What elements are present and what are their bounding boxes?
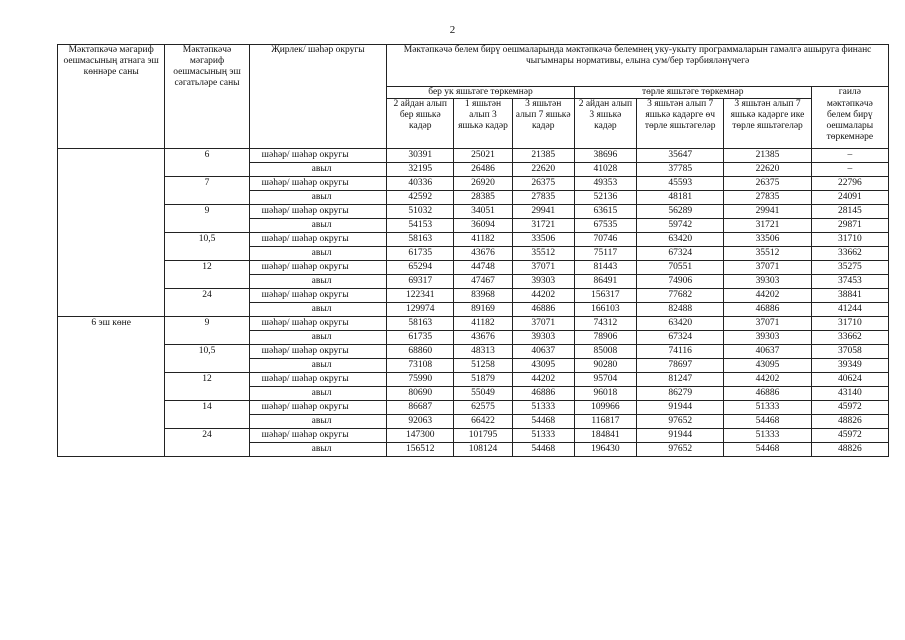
hours-cell: 10,5 xyxy=(165,233,249,261)
area-label-village: авыл xyxy=(249,415,386,429)
value-cell: 91944 xyxy=(637,401,724,415)
hours-cell: 24 xyxy=(165,289,249,317)
value-cell: 39303 xyxy=(512,331,574,345)
value-cell: 37058 xyxy=(811,345,888,359)
value-cell: 67324 xyxy=(637,247,724,261)
value-cell: 35512 xyxy=(512,247,574,261)
value-cell: 59742 xyxy=(637,219,724,233)
value-cell: 26486 xyxy=(454,163,512,177)
value-cell: 31721 xyxy=(724,219,811,233)
value-cell: 44202 xyxy=(724,373,811,387)
value-cell: 62575 xyxy=(454,401,512,415)
value-cell: 109966 xyxy=(574,401,636,415)
value-cell: 40637 xyxy=(512,345,574,359)
value-cell: 37071 xyxy=(724,317,811,331)
value-cell: 46886 xyxy=(724,387,811,401)
hours-cell: 9 xyxy=(165,205,249,233)
value-cell: 22620 xyxy=(724,163,811,177)
value-cell: 66422 xyxy=(454,415,512,429)
table-row xyxy=(58,373,889,387)
value-cell: 96018 xyxy=(574,387,636,401)
header-sub-6: 3 яшьтән алып 7 яшькә кадәрге ике төрле яшьтәгеләр xyxy=(724,99,811,149)
area-label-city: шәһәр/ шәһәр округы xyxy=(249,261,386,275)
value-cell: 147300 xyxy=(387,429,454,443)
area-label-city: шәһәр/ шәһәр округы xyxy=(249,373,386,387)
value-cell: 51333 xyxy=(724,429,811,443)
area-label-city: шәһәр/ шәһәр округы xyxy=(249,177,386,191)
value-cell: 45972 xyxy=(811,401,888,415)
area-label-city: шәһәр/ шәһәр округы xyxy=(249,401,386,415)
header-sub-7: мәктәпкәчә белем бирү оешмалары төркемнәре xyxy=(811,99,888,149)
value-cell: 90280 xyxy=(574,359,636,373)
value-cell: 68860 xyxy=(387,345,454,359)
value-cell: 26375 xyxy=(512,177,574,191)
area-label-village: авыл xyxy=(249,247,386,261)
value-cell: 51333 xyxy=(512,429,574,443)
value-cell: 39303 xyxy=(724,331,811,345)
value-cell: 28385 xyxy=(454,191,512,205)
area-label-city: шәһәр/ шәһәр округы xyxy=(249,289,386,303)
value-cell: 63615 xyxy=(574,205,636,219)
value-cell: 44202 xyxy=(512,373,574,387)
value-cell: 43676 xyxy=(454,331,512,345)
value-cell: 52136 xyxy=(574,191,636,205)
value-cell: 54468 xyxy=(724,415,811,429)
value-cell: 22796 xyxy=(811,177,888,191)
value-cell: 55049 xyxy=(454,387,512,401)
value-cell: 97652 xyxy=(637,443,724,457)
value-cell: 37453 xyxy=(811,275,888,289)
area-label-village: авыл xyxy=(249,275,386,289)
value-cell: 48313 xyxy=(454,345,512,359)
value-cell: 39303 xyxy=(724,275,811,289)
value-cell: 33506 xyxy=(512,233,574,247)
value-cell: 31710 xyxy=(811,233,888,247)
value-cell: 75990 xyxy=(387,373,454,387)
value-cell: 40624 xyxy=(811,373,888,387)
value-cell: 35647 xyxy=(637,149,724,163)
value-cell: 91944 xyxy=(637,429,724,443)
area-label-village: авыл xyxy=(249,219,386,233)
value-cell: 61735 xyxy=(387,331,454,345)
value-cell: 33662 xyxy=(811,247,888,261)
header-area: Җирлек/ шәһәр округы xyxy=(249,45,386,149)
hours-cell: 14 xyxy=(165,401,249,429)
value-cell: 81247 xyxy=(637,373,724,387)
value-cell: 32195 xyxy=(387,163,454,177)
area-label-city: шәһәр/ шәһәр округы xyxy=(249,149,386,163)
hours-cell: 12 xyxy=(165,261,249,289)
table-row xyxy=(58,261,889,275)
area-label-city: шәһәр/ шәһәр округы xyxy=(249,205,386,219)
value-cell: 29871 xyxy=(811,219,888,233)
header-sub-4: 2 айдан алып 3 яшькә кадәр xyxy=(574,99,636,149)
value-cell: 58163 xyxy=(387,233,454,247)
value-cell: 97652 xyxy=(637,415,724,429)
value-cell: 51333 xyxy=(512,401,574,415)
value-cell: 54153 xyxy=(387,219,454,233)
value-cell: 44202 xyxy=(724,289,811,303)
value-cell: 67535 xyxy=(574,219,636,233)
value-cell: 74312 xyxy=(574,317,636,331)
value-cell: 80690 xyxy=(387,387,454,401)
value-cell: 48826 xyxy=(811,415,888,429)
value-cell: 34051 xyxy=(454,205,512,219)
value-cell: 70551 xyxy=(637,261,724,275)
area-label-city: шәһәр/ шәһәр округы xyxy=(249,429,386,443)
header-sub-3: 3 яшьтән алып 7 яшькә кадәр xyxy=(512,99,574,149)
value-cell: 33506 xyxy=(724,233,811,247)
value-cell: 61735 xyxy=(387,247,454,261)
value-cell: 40637 xyxy=(724,345,811,359)
area-label-city: шәһәр/ шәһәр округы xyxy=(249,233,386,247)
value-cell: 54468 xyxy=(512,415,574,429)
value-cell: 86279 xyxy=(637,387,724,401)
value-cell: 95704 xyxy=(574,373,636,387)
value-cell: 156317 xyxy=(574,289,636,303)
value-cell: 54468 xyxy=(724,443,811,457)
value-cell: 46886 xyxy=(512,387,574,401)
value-cell: 184841 xyxy=(574,429,636,443)
value-cell: 49353 xyxy=(574,177,636,191)
value-cell: 108124 xyxy=(454,443,512,457)
value-cell: – xyxy=(811,163,888,177)
value-cell: 29941 xyxy=(724,205,811,219)
value-cell: 75117 xyxy=(574,247,636,261)
header-group-same-age: бер ук яшьтәге төркемнәр xyxy=(387,87,575,99)
hours-cell: 24 xyxy=(165,429,249,457)
header-sub-2: 1 яшьтән алып 3 яшькә кадәр xyxy=(454,99,512,149)
header-group-mixed-age: төрле яшьтәге төркемнәр xyxy=(574,87,811,99)
value-cell: 25021 xyxy=(454,149,512,163)
value-cell: 36094 xyxy=(454,219,512,233)
value-cell: 86491 xyxy=(574,275,636,289)
value-cell: 166103 xyxy=(574,303,636,317)
table-row xyxy=(58,177,889,191)
value-cell: 37071 xyxy=(724,261,811,275)
value-cell: 54468 xyxy=(512,443,574,457)
table-row xyxy=(58,317,889,331)
area-label-village: авыл xyxy=(249,443,386,457)
value-cell: 51032 xyxy=(387,205,454,219)
area-label-city: шәһәр/ шәһәр округы xyxy=(249,317,386,331)
table-row xyxy=(58,289,889,303)
value-cell: 45972 xyxy=(811,429,888,443)
value-cell: 35275 xyxy=(811,261,888,275)
value-cell: 58163 xyxy=(387,317,454,331)
value-cell: 21385 xyxy=(724,149,811,163)
hours-cell: 9 xyxy=(165,317,249,345)
value-cell: 78906 xyxy=(574,331,636,345)
value-cell: 73108 xyxy=(387,359,454,373)
value-cell: 22620 xyxy=(512,163,574,177)
value-cell: 196430 xyxy=(574,443,636,457)
hours-cell: 10,5 xyxy=(165,345,249,373)
value-cell: 24091 xyxy=(811,191,888,205)
value-cell: 28145 xyxy=(811,205,888,219)
value-cell: 122341 xyxy=(387,289,454,303)
area-label-village: авыл xyxy=(249,331,386,345)
value-cell: 31710 xyxy=(811,317,888,331)
page-number: 2 xyxy=(449,24,456,36)
value-cell: 39303 xyxy=(512,275,574,289)
value-cell: 41244 xyxy=(811,303,888,317)
value-cell: 27835 xyxy=(512,191,574,205)
value-cell: 74906 xyxy=(637,275,724,289)
value-cell: 46886 xyxy=(724,303,811,317)
value-cell: 45593 xyxy=(637,177,724,191)
table-row xyxy=(58,149,889,163)
table-row xyxy=(58,401,889,415)
value-cell: 116817 xyxy=(574,415,636,429)
value-cell: 21385 xyxy=(512,149,574,163)
value-cell: 37071 xyxy=(512,317,574,331)
value-cell: 47467 xyxy=(454,275,512,289)
value-cell: 51879 xyxy=(454,373,512,387)
hours-cell: 12 xyxy=(165,373,249,401)
header-hours: Мәктәпкәчә мәгариф оешмасының эш сәгатьләре саны xyxy=(165,45,249,149)
header-days: Мәктәпкәчә мәгариф оешмасының атнага эш көннәре саны xyxy=(58,45,165,149)
value-cell: 27835 xyxy=(724,191,811,205)
value-cell: 81443 xyxy=(574,261,636,275)
value-cell: 56289 xyxy=(637,205,724,219)
value-cell: 83968 xyxy=(454,289,512,303)
value-cell: 48181 xyxy=(637,191,724,205)
value-cell: 26920 xyxy=(454,177,512,191)
value-cell: 77682 xyxy=(637,289,724,303)
value-cell: 89169 xyxy=(454,303,512,317)
value-cell: 78697 xyxy=(637,359,724,373)
value-cell: 39349 xyxy=(811,359,888,373)
value-cell: 48826 xyxy=(811,443,888,457)
value-cell: 101795 xyxy=(454,429,512,443)
days-cell xyxy=(58,149,165,317)
value-cell: 38696 xyxy=(574,149,636,163)
value-cell: 43095 xyxy=(724,359,811,373)
value-cell: 129974 xyxy=(387,303,454,317)
value-cell: 38841 xyxy=(811,289,888,303)
table-row xyxy=(58,345,889,359)
funding-norms-table xyxy=(57,44,889,457)
value-cell: 40336 xyxy=(387,177,454,191)
area-label-village: авыл xyxy=(249,191,386,205)
value-cell: 37785 xyxy=(637,163,724,177)
value-cell: 41028 xyxy=(574,163,636,177)
value-cell: 156512 xyxy=(387,443,454,457)
header-main-title: Мәктәпкәчә белем бирү оешмаларында мәктәпкәчә белемнең уку-укыту программаларын гамәлгә ашыруга финанс чыгымнары нормативы, елына сум/бер тәрбияләнүчегә xyxy=(387,45,889,87)
value-cell: 67324 xyxy=(637,331,724,345)
value-cell: 37071 xyxy=(512,261,574,275)
area-label-village: авыл xyxy=(249,359,386,373)
header-sub-5: 3 яшьтән алып 7 яшькә кадәрге өч төрле яшьтәгеләр xyxy=(637,99,724,149)
value-cell: 63420 xyxy=(637,317,724,331)
table-row xyxy=(58,429,889,443)
value-cell: 65294 xyxy=(387,261,454,275)
value-cell: 42592 xyxy=(387,191,454,205)
value-cell: 69317 xyxy=(387,275,454,289)
area-label-village: авыл xyxy=(249,163,386,177)
value-cell: 41182 xyxy=(454,233,512,247)
value-cell: 63420 xyxy=(637,233,724,247)
value-cell: 44202 xyxy=(512,289,574,303)
hours-cell: 6 xyxy=(165,149,249,177)
value-cell: 82488 xyxy=(637,303,724,317)
table-row xyxy=(58,233,889,247)
hours-cell: 7 xyxy=(165,177,249,205)
value-cell: 70746 xyxy=(574,233,636,247)
value-cell: 85008 xyxy=(574,345,636,359)
value-cell: 92063 xyxy=(387,415,454,429)
value-cell: 86687 xyxy=(387,401,454,415)
value-cell: 44748 xyxy=(454,261,512,275)
area-label-city: шәһәр/ шәһәр округы xyxy=(249,345,386,359)
value-cell: 74116 xyxy=(637,345,724,359)
area-label-village: авыл xyxy=(249,303,386,317)
value-cell: 29941 xyxy=(512,205,574,219)
table-row xyxy=(58,205,889,219)
header-group-family: гаилә xyxy=(811,87,888,99)
days-cell: 6 эш көне xyxy=(58,317,165,457)
value-cell: 41182 xyxy=(454,317,512,331)
value-cell: 43095 xyxy=(512,359,574,373)
value-cell: 51258 xyxy=(454,359,512,373)
value-cell: 46886 xyxy=(512,303,574,317)
value-cell: 26375 xyxy=(724,177,811,191)
value-cell: 35512 xyxy=(724,247,811,261)
value-cell: 33662 xyxy=(811,331,888,345)
value-cell: 30391 xyxy=(387,149,454,163)
value-cell: 43140 xyxy=(811,387,888,401)
value-cell: 31721 xyxy=(512,219,574,233)
value-cell: 43676 xyxy=(454,247,512,261)
area-label-village: авыл xyxy=(249,387,386,401)
value-cell: – xyxy=(811,149,888,163)
value-cell: 51333 xyxy=(724,401,811,415)
header-sub-1: 2 айдан алып бер яшькә кадәр xyxy=(387,99,454,149)
